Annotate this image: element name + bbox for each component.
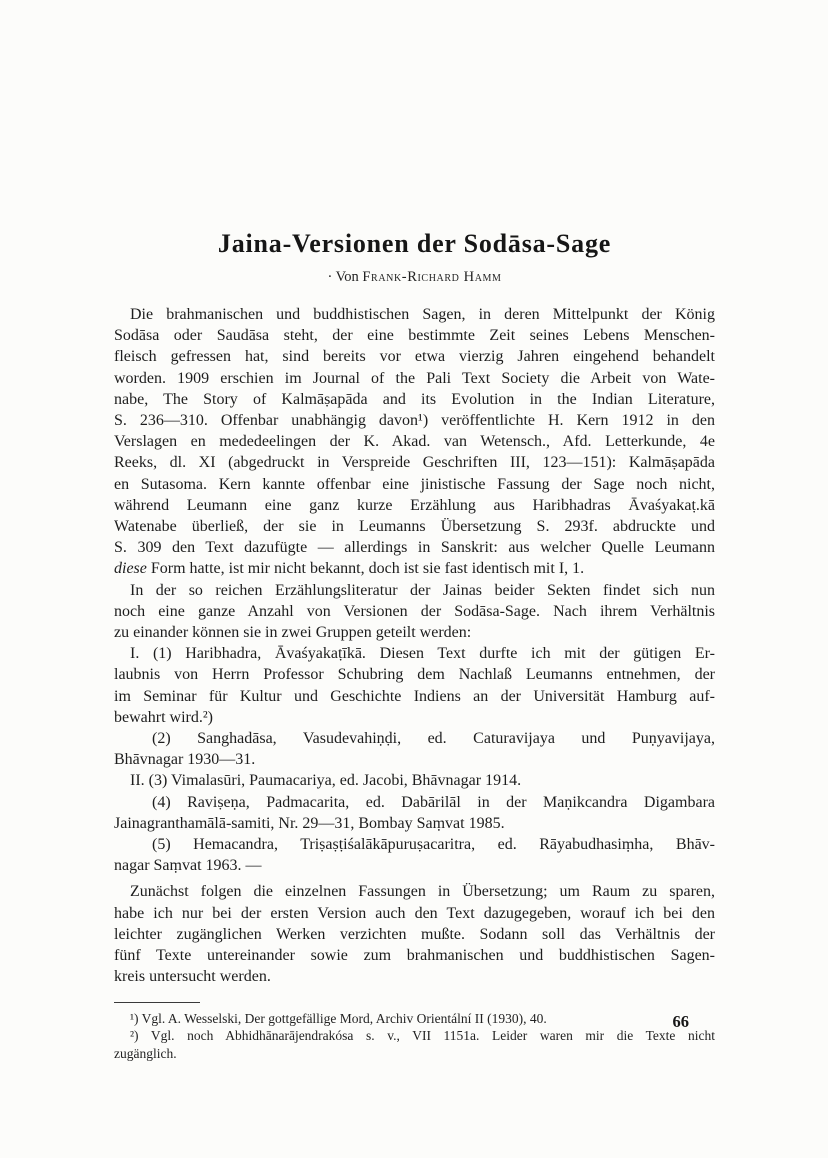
- text-segment: Jainagranthamālā-samiti, Nr. 29—31, Bombay Saṃvat 1985.: [114, 814, 505, 832]
- text-line: [114, 622, 715, 643]
- text-line: [114, 813, 715, 834]
- text-line: [114, 945, 715, 966]
- text-segment: leichter zugänglichen Werken verzichten mußte. Sodann soll das Verhältnis der: [114, 925, 715, 943]
- text-line: [114, 495, 715, 516]
- text-line: [114, 643, 715, 664]
- text-segment: nabe, The Story of Kalmāṣapāda and its Evolution in the Indian Literature,: [114, 390, 715, 408]
- body-text: [114, 304, 715, 988]
- text-segment: ¹) Vgl. A. Wesselski, Der gottgefällige Mord, Archiv Orientální II (1930), 40.: [130, 1010, 547, 1026]
- author-name: Frank-Richard Hamm: [362, 269, 502, 285]
- text-segment: Zunächst folgen die einzelnen Fassungen in Übersetzung; um Raum zu sparen,: [130, 883, 715, 901]
- text-segment: Verslagen en mededeelingen der K. Akad. van Wetensch., Afd. Letterkunde, 4e: [114, 433, 715, 451]
- text-line: [114, 770, 715, 791]
- paragraph: [114, 834, 715, 876]
- text-line: [114, 664, 715, 685]
- italic-text: diese: [114, 560, 147, 578]
- text-line: [114, 881, 715, 902]
- text-segment: kreis untersucht werden.: [114, 968, 271, 986]
- text-line: [114, 516, 715, 537]
- text-segment: während Leumann eine ganz kurze Erzählung aus Haribhadras Āvaśyakaṭ.kā: [114, 496, 715, 514]
- paragraph: [114, 728, 715, 770]
- text-line: [114, 537, 715, 558]
- text-segment: laubnis von Herrn Professor Schubring dem Nachlaß Leumanns entnehmen, der: [114, 666, 715, 684]
- text-segment: Form hatte, ist mir nicht bekannt, doch ist sie fast identisch mit I, 1.: [146, 560, 585, 578]
- text-segment: nagar Saṃvat 1963. —: [114, 857, 262, 875]
- text-segment: zugänglich.: [114, 1045, 177, 1061]
- text-line: [114, 792, 715, 813]
- text-line: [114, 389, 715, 410]
- text-line: [114, 728, 715, 749]
- page-number: 66: [672, 1012, 689, 1031]
- paragraph: [114, 770, 715, 791]
- paragraph: [114, 643, 715, 728]
- text-line: [114, 707, 715, 728]
- text-line: [114, 304, 715, 325]
- paragraph: [114, 580, 715, 644]
- text-segment: Reeks, dl. XI (abgedruckt in Verspreide Geschriften III, 123—151): Kalmāṣapāda: [114, 454, 715, 472]
- text-segment: II. (3) Vimalasūri, Paumacariya, ed. Jacobi, Bhāvnagar 1914.: [130, 772, 522, 790]
- text-line: [114, 325, 715, 346]
- text-segment: worden. 1909 erschien im Journal of the Pali Text Society die Arbeit von Wate-: [114, 369, 715, 387]
- text-line: [114, 431, 715, 452]
- text-line: [114, 580, 715, 601]
- text-segment: Die brahmanischen und buddhistischen Sagen, in deren Mittelpunkt der König: [130, 306, 715, 323]
- text-line: [114, 452, 715, 473]
- text-line: [114, 558, 715, 579]
- text-segment: (2) Sanghadāsa, Vasudevahiṇḍi, ed. Caturavijaya und Puṇyavijaya,: [152, 730, 715, 748]
- text-line: [114, 601, 715, 622]
- text-segment: zu einander können sie in zwei Gruppen geteilt werden:: [114, 624, 472, 642]
- text-segment: fleisch gefressen hat, sind bereits vor etwa vierzig Jahren eingehend behandelt: [114, 348, 715, 366]
- byline-prefix: · Von: [327, 269, 363, 285]
- text-segment: I. (1) Haribhadra, Āvaśyakaṭīkā. Diesen Text durfte ich mit der gütigen Er-: [130, 645, 715, 663]
- text-segment: Sodāsa oder Saudāsa steht, der eine bestimmte Zeit seines Lebens Menschen-: [114, 327, 715, 345]
- article-title: Jaina-Versionen der Sodāsa-Sage: [217, 229, 612, 258]
- text-segment: (4) Raviṣeṇa, Padmacarita, ed. Dabārilāl in der Maṇikcandra Digambara: [152, 793, 715, 811]
- text-segment: fünf Texte untereinander sowie zum brahmanischen und buddhistischen Sagen-: [114, 947, 715, 965]
- text-segment: bewahrt wird.²): [114, 708, 213, 726]
- text-line: [114, 474, 715, 495]
- text-segment: S. 309 den Text dazufügte — allerdings in Sanskrit: aus welcher Quelle Leumann: [114, 539, 715, 557]
- text-segment: en Sutasoma. Kern kannte offenbar eine jinistische Fassung der Sage noch nicht,: [114, 475, 715, 493]
- article-byline: [114, 267, 715, 287]
- text-line: [114, 903, 715, 924]
- text-line: [114, 346, 715, 367]
- text-segment: im Seminar für Kultur und Geschichte Indiens an der Universität Hamburg auf-: [114, 687, 715, 705]
- text-segment: Bhāvnagar 1930—31.: [114, 751, 256, 769]
- paragraph: [114, 792, 715, 834]
- text-segment: (5) Hemacandra, Triṣaṣṭiśalākāpuruṣacaritra, ed. Rāyabudhasiṃha, Bhāv-: [152, 836, 715, 854]
- text-segment: habe ich nur bei der ersten Version auch den Text dazugegeben, worauf ich bei den: [114, 904, 715, 922]
- text-line: [114, 686, 715, 707]
- text-segment: ²) Vgl. noch Abhidhānarājendrakósa s. v., VII 1151a. Leider waren mir die Texte nicht: [130, 1028, 715, 1044]
- text-line: [114, 749, 715, 770]
- text-segment: Watenabe überließ, der sie in Leumanns Übersetzung S. 293f. abdruckte und: [114, 518, 715, 536]
- paragraph: [114, 304, 715, 580]
- text-line: [114, 1045, 715, 1063]
- text-line: [114, 410, 715, 431]
- text-line: [114, 855, 715, 876]
- text-segment: noch eine ganze Anzahl von Versionen der Sodāsa-Sage. Nach ihrem Verhältnis: [114, 602, 715, 620]
- text-line: [114, 834, 715, 855]
- paragraph: [114, 881, 715, 987]
- text-segment: S. 236—310. Offenbar unabhängig davon¹) veröffentlichte H. Kern 1912 in den: [114, 412, 715, 430]
- text-line: [114, 368, 715, 389]
- footnote-separator: [114, 1002, 200, 1003]
- text-line: [114, 924, 715, 945]
- text-segment: In der so reichen Erzählungsliteratur der Jainas beider Sekten findet sich nun: [130, 581, 715, 599]
- text-line: [114, 966, 715, 987]
- text-block: [114, 228, 715, 1062]
